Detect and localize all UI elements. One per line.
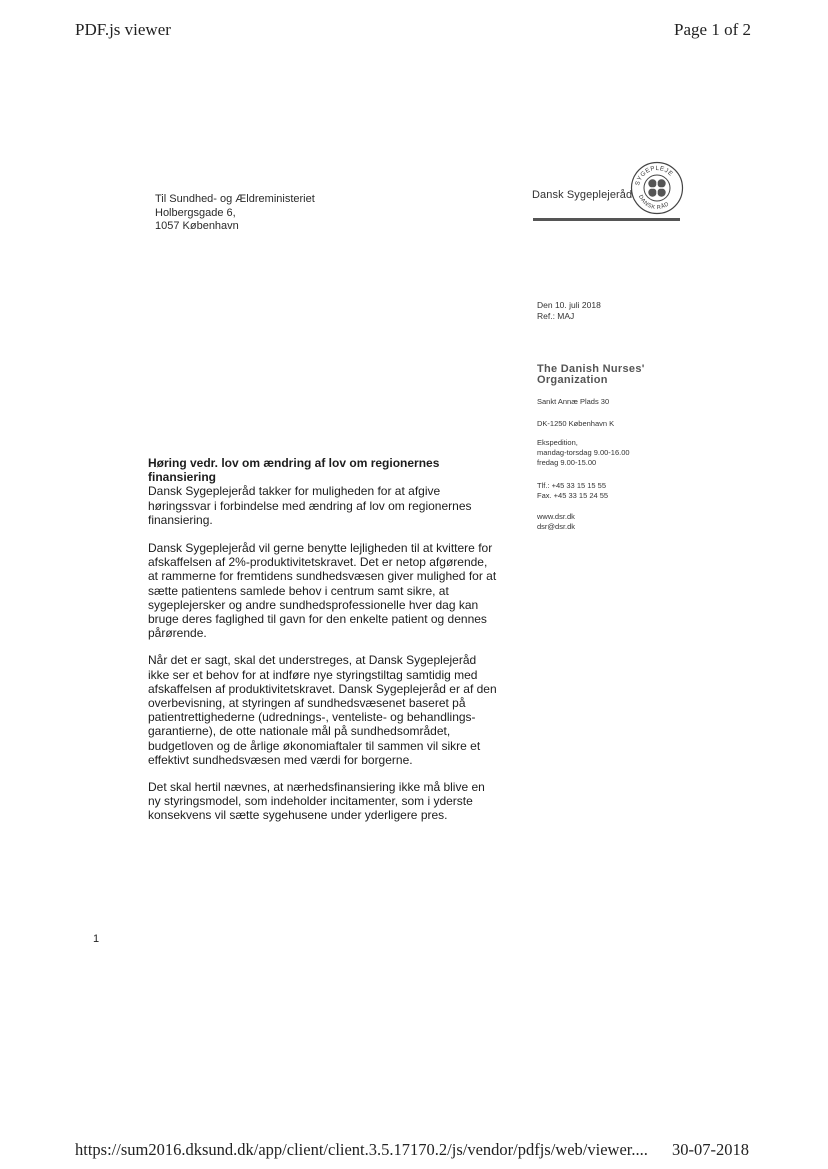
office-hours: Ekspedition, mandag-torsdag 9.00-16.00 fredag 9.00-15.00	[537, 438, 630, 467]
website-link: www.dsr.dk	[537, 512, 575, 521]
letter-intro: Dansk Sygeplejeråd takker for muligheden for at afgive høringssvar i forbindelse med ændring af lov om regionernes finansiering.	[148, 484, 472, 527]
letter-body	[148, 456, 500, 836]
english-organization-name: The Danish Nurses' Organization	[537, 363, 645, 386]
letter-meta	[537, 300, 601, 322]
letter-paragraph: Det skal hertil nævnes, at nærhedsfinansiering ikke må blive en ny styringsmodel, som indeholder incitamenter, som i yderste konsekvens vil sætte sygehusene under yderligere pres.	[148, 780, 485, 823]
recipient-line: Til Sundhed- og Ældreministeriet	[155, 193, 315, 205]
print-header-title: PDF.js viewer	[75, 20, 171, 39]
letter-reference: Ref.: MAJ	[537, 311, 575, 321]
organization-name: Dansk Sygeplejeråd	[532, 189, 633, 201]
recipient-address	[155, 193, 315, 234]
email-link: dsr@dsr.dk	[537, 522, 576, 531]
contact-phones: Tlf.: +45 33 15 15 55 Fax. +45 33 15 24 55	[537, 481, 609, 500]
logo-ring-bottom-text: DANSK RÅD	[636, 194, 671, 212]
recipient-line: Holbergsgade 6,	[155, 206, 236, 219]
print-header	[0, 20, 828, 44]
print-footer-date: 30-07-2018	[672, 1140, 749, 1159]
dsr-logo-seal	[630, 161, 684, 215]
print-header-page: Page 1 of 2	[674, 20, 751, 39]
print-footer	[0, 1140, 828, 1164]
logo-ring-top-text: SYGEPLEJE	[634, 164, 675, 187]
address-street: Sankt Annæ Plads 30	[537, 397, 610, 406]
contact-web	[537, 512, 575, 532]
letter-paragraph: Når det er sagt, skal det understreges, at Dansk Sygeplejeråd ikke ser et behov for at indføre nye styringstiltag samtidig med afskaffelsen af produktivitetskravet. Dansk Sygeplejeråd er af den overbevisning, at styringen af sundhedsvæsenet baseret på patientrettighederne (udrednings-, venteliste- og behandlings-garantierne), de otte nationale mål på sundhedsområdet, budgetloven og de årlige økonomiaftaler til sammen vil sikre et effektivt sundhedsvæsen med værdi for borgerne.	[148, 653, 497, 767]
page-number: 1	[93, 933, 100, 945]
letter-subject: Høring vedr. lov om ændring af lov om regionernes finansiering	[148, 456, 440, 485]
print-footer-url: https://sum2016.dksund.dk/app/client/client.3.5.17170.2/js/vendor/pdfjs/web/viewer....	[75, 1140, 648, 1159]
recipient-line: 1057 København	[155, 220, 239, 232]
letter-date: Den 10. juli 2018	[537, 300, 601, 310]
letter-paragraph: Dansk Sygeplejeråd vil gerne benytte lejligheden til at kvittere for afskaffelsen af 2%-produktivitetskravet. Det er netop afgørende, at rammerne for fremtidens sundhedsvæsen giver mulighed for at sætte patientens samlede behov i centrum samt sikre, at sygeplejersker og andre sundhedsprofessionelle hver dag kan bruge deres faglighed til gavn for den enkelte patient og dennes pårørende.	[148, 541, 497, 641]
organization-divider	[533, 218, 680, 221]
address-city: DK-1250 København K	[537, 419, 615, 428]
